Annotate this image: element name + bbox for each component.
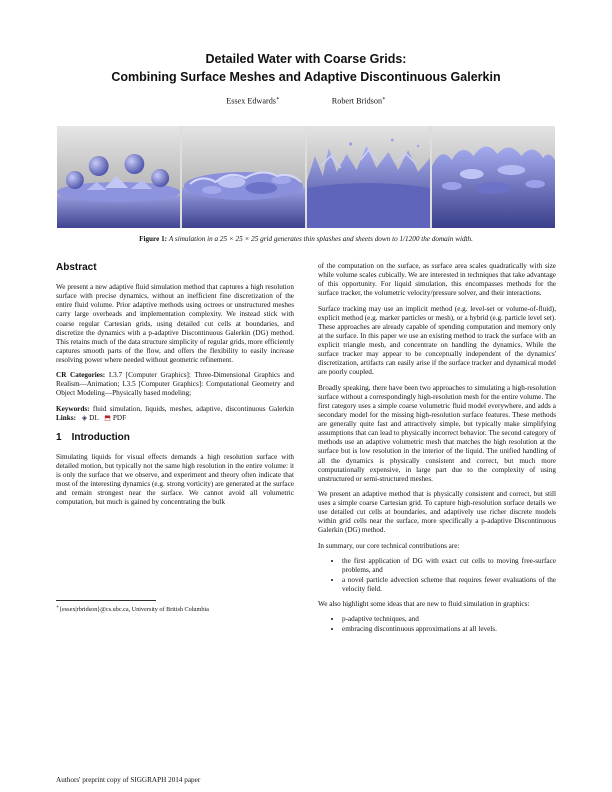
cr-text: I.3.7 [Computer Graphics]: Three-Dimensional Graphics and Realism—Animation; I.3.5 [Computer Graphics]: Computational Geometry and Object Modeling—Physically based modeling; [56, 371, 294, 398]
author-1: Essex Edwards∗ [226, 96, 280, 106]
pdf-link[interactable]: PDF [112, 413, 127, 422]
intro-paragraph-1: Simulating liquids for visual effects demands a high resolution surface with detailed motion, but typically not the same high resolution in the entire volume: it is only the surface that we observe, and experiment and theory often indicate that most of the interesting dynamics (e.g. strong vorticity) are generated at the surface and remain strongest near the surface. We cannot avoid all volumetric computation, but much is gained by concentrating the bulk [56, 452, 294, 507]
figure-panel-3 [307, 126, 430, 228]
intro-heading [56, 432, 294, 444]
intro-paragraph-5: In summary, our core technical contributions are: [318, 541, 460, 550]
figure-panel-2 [182, 126, 305, 228]
paper-title [56, 50, 556, 86]
left-column [56, 262, 294, 514]
links-label: Links: [56, 413, 76, 422]
title-line-1: Detailed Water with Coarse Grids: [205, 52, 407, 66]
keywords-label: Keywords: [56, 404, 90, 413]
cr-categories [56, 371, 294, 398]
abstract-text: We present a new adaptive fluid simulation method that captures a high resolution surface with precise dynamics, without an inefficient fine discretization of the entire fluid volume. Prior adaptive methods using octrees or unstructured meshes carry large overheads and implementation complexity. We instead stick with coarse regular Cartesian grids, using detailed cut cells at boundaries, and discretize the dynamics with a p-adaptive Discontinuous Galerkin (DG) method. This retains much of the data structure simplicity of regular grids, more efficiently captures smooth parts of the flow, and offers the flexibility to easily increase resolving power where needed without geometric refinement. [56, 283, 294, 364]
intro-paragraph-6: We also highlight some ideas that are new to fluid simulation in graphics: [318, 600, 530, 609]
list-item: • p-adaptive techniques, and [342, 615, 556, 624]
abstract-heading: Abstract [56, 262, 97, 273]
author-2: Robert Bridson∗ [331, 96, 386, 106]
intro-paragraph-3: Broadly speaking, there have been two approaches to simulating a high-resolution surface without a correspondingly high-resolution mesh for the entire volume. The first category uses a simple coarse volumetric fluid model everywhere, and adds a secondary model for the missing high-resolution surface features. These methods are generally quite fast and attractively simple, but typically make simplifying assumptions that can lead to physically incorrect behavior. The second category of methods use an adaptive volumetric mesh that matches the high resolution at the surface but is low resolution in the interior of the liquid. The unified handling of all the dynamics is physically consistent and correct, but much more computationally expensive, in large part due to the complexity of using unstructured or semi-structured meshes. [318, 383, 556, 483]
intro-paragraph-1-continued: of the computation on the surface, as surface area scales quadratically with size while volume scales cubically. We are interested in techniques that take advantage of this opportunity. For liquid simulation, this encompasses methods for the surface tracker, the volumetric velocity/pressure solver, and their interactions. [318, 262, 556, 298]
figure-panel-1 [57, 126, 180, 228]
figure-panel-4 [432, 126, 555, 228]
list-item: • embracing discontinuous approximations at all levels. [342, 625, 556, 634]
figure-caption [56, 235, 556, 244]
intro-title: Introduction [71, 431, 130, 443]
dl-link[interactable]: DL [89, 413, 99, 422]
contribution-list [318, 557, 556, 595]
author-list [56, 94, 556, 107]
title-line-2: Combining Surface Meshes and Adaptive Discontinuous Galerkin [111, 70, 501, 84]
page-footer: Authors' preprint copy of SIGGRAPH 2014 paper [56, 776, 201, 784]
footnote-mark: ∗ [56, 604, 60, 609]
pdf-link-icon[interactable]: ⬒ [104, 413, 111, 422]
list-item: • the first application of DG with exact cut cells to moving free-surface problems, and [342, 557, 556, 575]
keywords-text: fluid simulation, liquids, meshes, adaptive, discontinuous Galerkin [92, 404, 294, 413]
intro-number: 1 [56, 431, 62, 443]
figure-caption-text: A simulation in a 25 × 25 × 25 grid generates thin splashes and sheets down to 1/1200 the domain width. [168, 235, 473, 243]
footnote-text: {essex|rbridson}@cs.ubc.ca, University of British Columbia [59, 606, 209, 614]
footnote-rule [56, 600, 156, 601]
keywords [56, 405, 294, 423]
footnote [56, 603, 296, 614]
figure-label: Figure 1: [139, 235, 168, 243]
dl-link-icon[interactable]: ◈ [81, 413, 88, 422]
intro-paragraph-4: We present an adaptive method that is physically consistent and correct, but still uses a simple coarse Cartesian grid. To capture high-resolution surface details we use detailed cut cells at boundaries, and adaptively use richer discrete models within grid cells near the surface, more specifically a p-adaptive Discontinuous Galerkin (DG) method. [318, 489, 556, 535]
list-item: • a novel particle advection scheme that requires fewer evaluations of the velocity field. [342, 576, 556, 594]
teaser-figure [57, 126, 555, 228]
cr-label: CR Categories: [56, 371, 106, 380]
idea-list [318, 615, 556, 634]
intro-paragraph-2: Surface tracking may use an implicit method (e.g. level-set or volume-of-fluid), explicit method (e.g. marker particles or mesh), or a hybrid (e.g. particle level set). These approaches are already capable of spending computation and memory only at the surface. In this paper we use an existing method to track the surface with an explicit triangle mesh, and concentrate on handling the dynamics. While the surface tracker may appear to be conceptually independent of the dynamics' discretization, artifacts can easily arise if the surface tracker and dynamical model are poorly coupled. [318, 304, 556, 377]
right-column [318, 262, 556, 641]
